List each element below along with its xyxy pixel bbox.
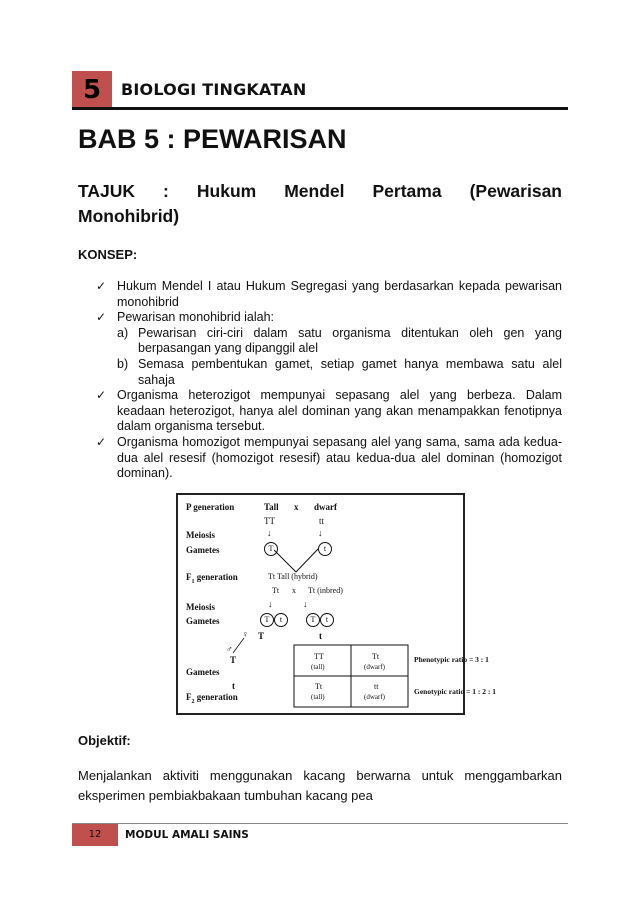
gametes-label-3: Gametes — [186, 667, 220, 677]
male-symbol-icon: ♂ — [226, 644, 233, 654]
p-generation-label: P generation — [186, 502, 235, 512]
cell-Tt2-label: (tall) — [311, 693, 325, 701]
list-item: ✓ Pewarisan monohibrid ialah: a) Pewarisan ciri-ciri dalam satu organisma ditentukan oleh gen yang berpasangan yang dipanggil alel b) Semasa pembentukan gamet, setiap gamet hanya membawa satu alel sahaja — [96, 310, 562, 387]
check-icon: ✓ — [96, 279, 107, 293]
sub-list-item: b) Semasa pembentukan gamet, setiap gamet hanya membawa satu alel sahaja — [117, 356, 562, 387]
female-symbol-icon: ♀ — [242, 629, 249, 639]
parent-tt: tt — [319, 516, 325, 526]
cell-Tt2: Tt — [315, 682, 323, 691]
male-gamete-t: t — [232, 681, 235, 691]
footer-title: MODUL AMALI SAINS — [125, 829, 249, 841]
meiosis-label-1: Meiosis — [186, 530, 215, 540]
footer-rule — [72, 823, 568, 824]
topic-title-line1: TAJUK : Hukum Mendel Pertama (Pewarisan — [78, 181, 562, 201]
female-gamete-t: t — [319, 631, 322, 641]
f1-hybrid-label: Tt Tall (hybrid) — [268, 572, 318, 581]
gamete-T-circle: T — [264, 542, 278, 556]
cell-Tt: Tt — [372, 652, 380, 661]
f1-cross-inbred: Tt (inbred) — [308, 586, 343, 595]
male-gamete-T: T — [230, 655, 237, 665]
gamete-t-circle: t — [274, 613, 288, 627]
gamete-t-circle: t — [320, 613, 334, 627]
f1-cross-Tt: Tt — [272, 586, 280, 595]
genotypic-ratio-label: Genotypic ratio = 1 : 2 : 1 — [414, 687, 496, 696]
gamete-t-circle: t — [318, 542, 332, 556]
dwarf-label: dwarf — [314, 502, 337, 512]
arrow-down-icon: ↓ — [303, 599, 308, 609]
cell-Tt-label: (dwarf) — [364, 663, 385, 671]
meiosis-label-2: Meiosis — [186, 602, 215, 612]
tall-label: Tall — [264, 502, 279, 512]
list-item: ✓ Hukum Mendel I atau Hukum Segregasi yang berdasarkan kepada pewarisan monohibrid — [96, 279, 562, 309]
female-gamete-T: T — [258, 631, 265, 641]
cell-TT-label: (tall) — [311, 663, 325, 671]
list-item: ✓ Organisma homozigot mempunyai sepasang alel yang sama, sama ada kedua-dua alel resesif (homozigot resesif) atau kedua-dua alel dominan (homozigot dominan). — [96, 434, 562, 481]
page-number-badge: 12 — [72, 824, 118, 846]
header-title: BIOLOGI TINGKATAN — [121, 80, 307, 99]
konsep-heading: KONSEP: — [78, 247, 138, 262]
header-rule — [72, 107, 568, 110]
cross-x: x — [294, 502, 299, 512]
gametes-label-1: Gametes — [186, 545, 220, 555]
cell-tt: tt — [374, 682, 379, 691]
monohybrid-cross-figure — [176, 493, 465, 715]
arrow-down-icon: ↓ — [318, 528, 323, 538]
chapter-number-badge: 5 — [72, 71, 112, 109]
gamete-T-circle: T — [260, 613, 274, 627]
f1-cross-x: x — [292, 586, 296, 595]
cell-tt-label: (dwarf) — [364, 693, 385, 701]
phenotypic-ratio-label: Phenotypic ratio = 3 : 1 — [414, 655, 489, 664]
f1-generation-label: $F_1$ generation — [186, 572, 238, 585]
chapter-title: BAB 5 : PEWARISAN — [78, 124, 347, 154]
sub-list-item: a) Pewarisan ciri-ciri dalam satu organisma ditentukan oleh gen yang berpasangan yang dipanggil alel — [117, 325, 562, 356]
parent-TT: TT — [264, 516, 275, 526]
sub-list — [117, 326, 562, 388]
cell-TT: TT — [314, 652, 324, 661]
check-icon: ✓ — [96, 310, 107, 325]
gametes-label-2: Gametes — [186, 616, 220, 626]
konsep-list — [96, 279, 562, 482]
arrow-down-icon: ↓ — [268, 599, 273, 609]
f2-generation-label: $F_2$ generation — [186, 692, 238, 705]
objektif-text: Menjalankan aktiviti menggunakan kacang berwarna untuk menggambarkan eksperimen pembiakbakaan tumbuhan kacang pea — [78, 768, 562, 803]
topic-title-line2: Monohibrid) — [78, 206, 180, 226]
check-icon: ✓ — [96, 434, 107, 449]
gamete-T-circle: T — [306, 613, 320, 627]
objektif-heading: Objektif: — [78, 733, 131, 748]
list-item: ✓ Organisma heterozigot mempunyai sepasang alel yang berbeza. Dalam keadaan heterozigot, hanya alel dominan yang akan menampakkan fenotipnya dalam organisma tersebut. — [96, 388, 562, 434]
arrow-down-icon: ↓ — [267, 528, 272, 538]
check-icon: ✓ — [96, 388, 107, 403]
